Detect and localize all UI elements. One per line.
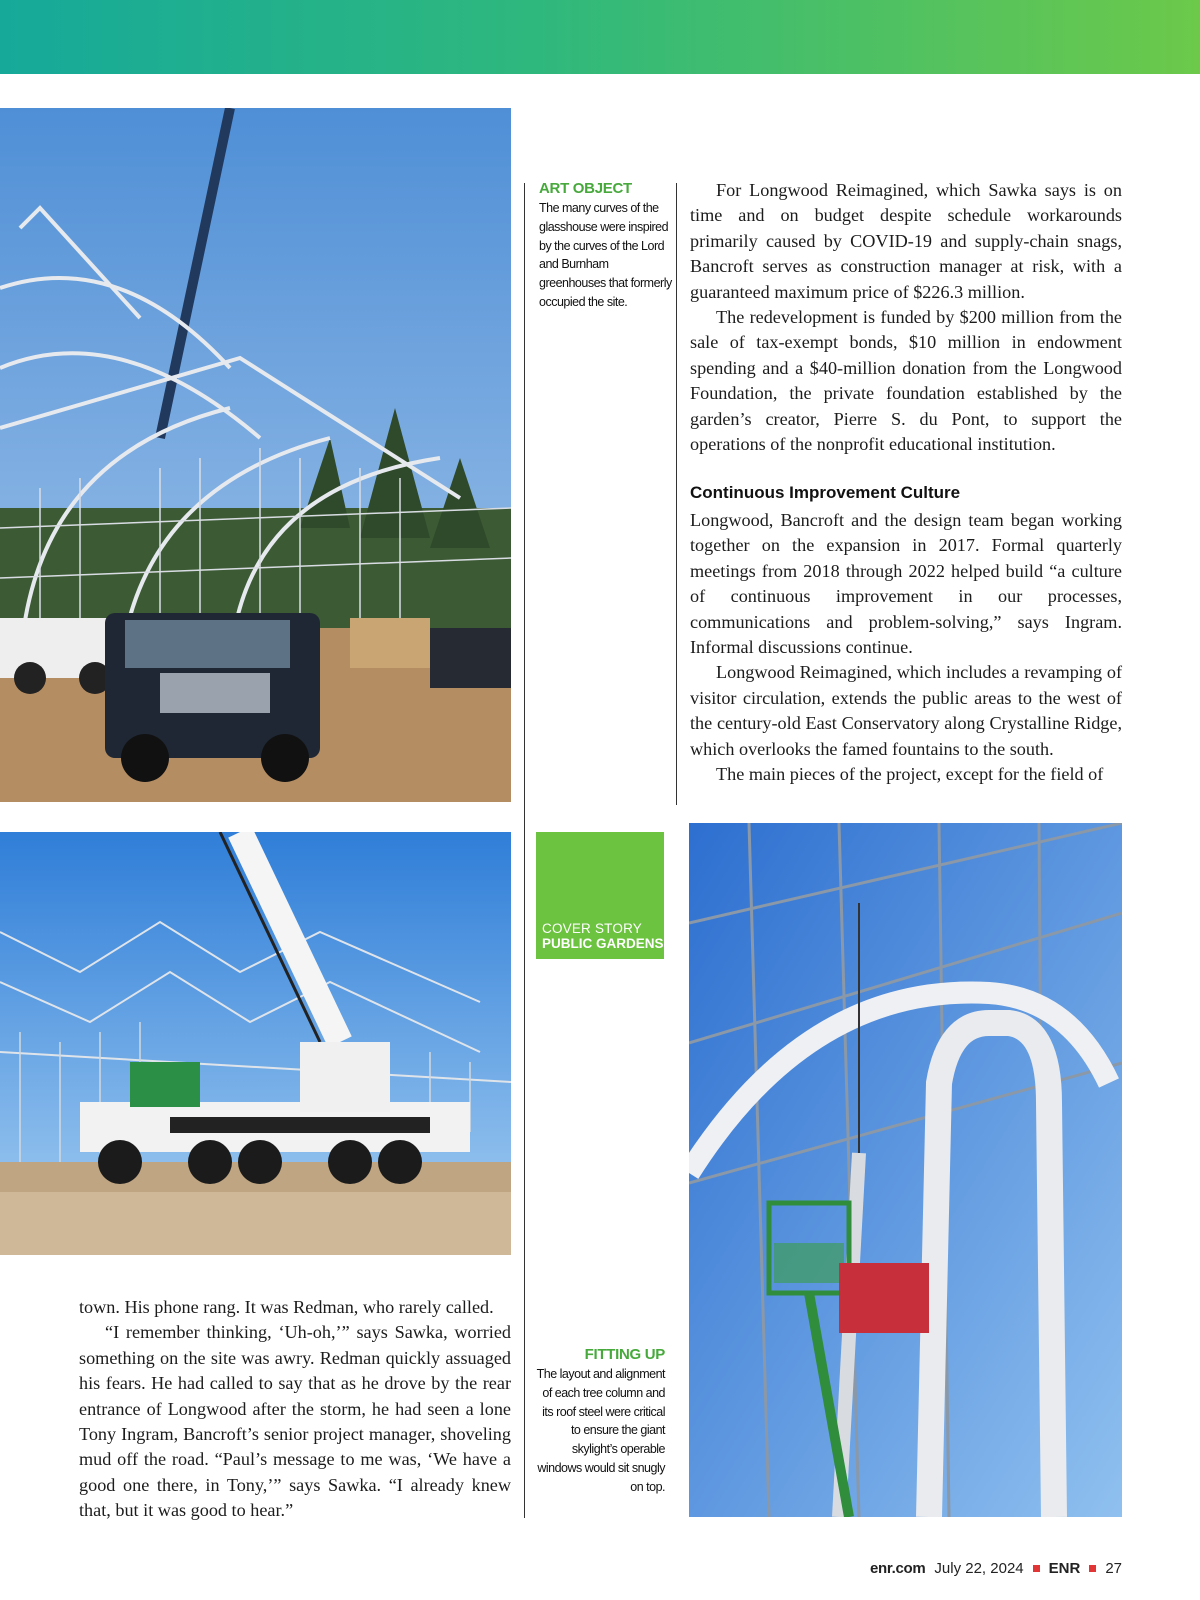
photo-skylight-interior [689,823,1122,1517]
paragraph: For Longwood Reimagined, which Sawka says is on time and on budget despite schedule workarounds primarily caused by COVID-19 and supply-chain snags, Bancroft serves as construction manager at risk, with a guaranteed maximum price of $226.3 million. [690,180,1122,302]
caption-heading: FITTING UP [584,1346,665,1363]
footer-separator-icon [1089,1565,1096,1572]
photo-glasshouse-truck [0,108,511,802]
caption-text: The many curves of the glasshouse were inspired by the curves of the Lord and Burnham greenhouses that formerly occupied the site. [539,201,672,309]
footer-site: enr.com [869,1560,926,1577]
photo-crane-truck [0,832,511,1255]
caption-text: The layout and alignment of each tree column and its roof steel were critical to ensure the giant skylight’s operable windows would sit snugly on top. [536,1367,665,1494]
footer-separator-icon [1033,1565,1040,1572]
paragraph: The redevelopment is funded by $200 million from the sale of tax-exempt bonds, $10 million in endowment spending and a $40-million donation from the Longwood Foundation, the private foundation established by the garden’s creator, Pierre S. du Pont, to support the operations of the nonprofit educational institution. [690,307,1122,455]
page-footer [870,1560,1122,1577]
paragraph: Longwood Reimagined, which includes a revamping of visitor circulation, extends the public areas to the west of the century-old East Conservatory along Crystalline Ridge, which overlooks the famed fountains to the south. [690,662,1122,759]
section-title: PUBLIC GARDENS [542,936,664,951]
paragraph: town. His phone rang. It was Redman, who rarely called. [79,1297,494,1317]
column-divider-left [524,183,525,1518]
paragraph: Longwood, Bancroft and the design team began working together on the expansion in 2017. Formal quarterly meetings from 2018 through 2022 helped build “a culture of continuous improvement in our processes, communications and problem-solving,” says Ingram. Informal discussions continue. [690,509,1122,657]
paragraph: “I remember thinking, ‘Uh-oh,’” says Sawka, worried something on the site was awry. Redman quickly assuaged his fears. He had called to say that as he drove by the rear entrance of Longwood after the storm, he had seen a lone Tony Ingram, Bancroft’s senior project manager, shoveling mud off the road. “Paul’s message to me was, ‘We have a good one there, in Tony,’” says Sawka. “I already knew that, but it was good to hear.” [79,1322,511,1521]
article-column-right [690,178,1122,787]
header-color-band [0,0,1200,74]
caption-art-object [539,180,674,312]
footer-brand: ENR [1048,1560,1081,1577]
section-kicker: COVER STORY [542,921,642,936]
column-divider-right [676,183,677,805]
article-column-left [79,1295,511,1524]
footer-date: July 22, 2024 [934,1560,1024,1577]
caption-fitting-up [533,1346,665,1497]
paragraph: The main pieces of the project, except for the field of [716,763,1104,784]
caption-heading: ART OBJECT [539,180,632,197]
section-tag [536,832,664,959]
subheading: Continuous Improvement Culture [690,483,961,503]
page-number: 27 [1105,1560,1122,1577]
